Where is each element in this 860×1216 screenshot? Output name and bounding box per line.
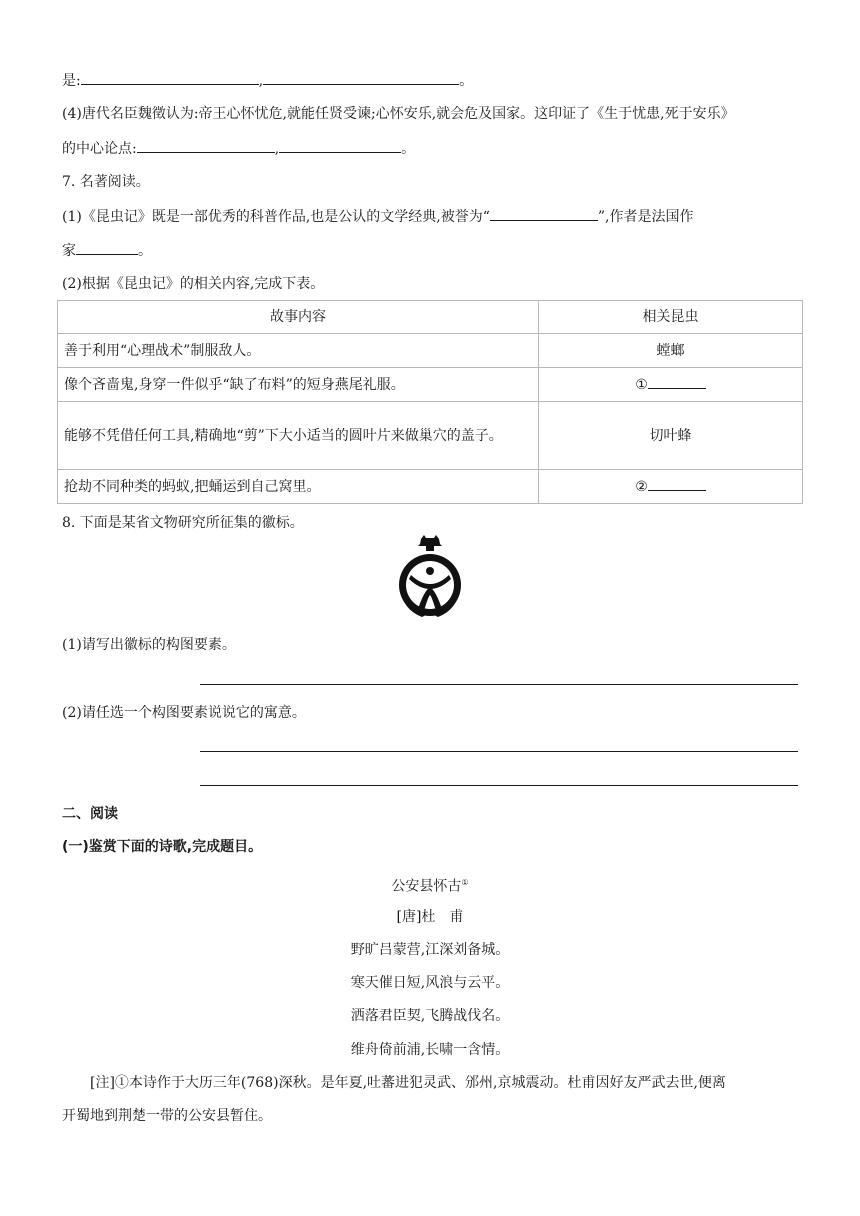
insect-cell: 切叶蜂 bbox=[539, 402, 803, 470]
q7-item2: (2)根据《昆虫记》的相关内容,完成下表。 bbox=[62, 276, 325, 292]
table-row bbox=[58, 470, 803, 504]
poem-line: 洒落君臣契,飞腾战伐名。 bbox=[350, 1008, 510, 1024]
answer-blank[interactable] bbox=[137, 138, 275, 153]
story-cell: 像个吝啬鬼,身穿一件似乎“缺了布料”的短身燕尾礼服。 bbox=[58, 368, 539, 402]
q6-item4-line2: 的中心论点: , 。 bbox=[62, 138, 415, 159]
insect-table bbox=[57, 300, 803, 504]
table-row bbox=[58, 334, 803, 368]
poem-title: 公安县怀古① bbox=[391, 878, 469, 895]
story-cell: 能够不凭借任何工具,精确地“剪”下大小适当的圆叶片来做巢穴的盖子。 bbox=[58, 402, 539, 470]
q7-item1-line2: 家 。 bbox=[62, 240, 152, 261]
poem-line: 寒天催日短,风浪与云平。 bbox=[350, 975, 510, 991]
story-cell: 善于利用“心理战术”制服敌人。 bbox=[58, 334, 539, 368]
insect-cell: ① bbox=[539, 368, 803, 402]
poem-note-line2: 开蜀地到荆楚一带的公安县暂住。 bbox=[62, 1108, 272, 1124]
q7-title: 7. 名著阅读。 bbox=[62, 174, 150, 190]
header-story: 故事内容 bbox=[58, 301, 539, 334]
insect-cell: ② bbox=[539, 470, 803, 504]
q7-item1-line1: (1)《昆虫记》既是一部优秀的科普作品,也是公认的文学经典,被誉为“ ”,作者是法国作 bbox=[62, 206, 694, 227]
poem-line: 维舟倚前浦,长啸一含情。 bbox=[350, 1042, 510, 1058]
insect-cell: 螳螂 bbox=[539, 334, 803, 368]
answer-blank[interactable] bbox=[648, 476, 706, 491]
table-row bbox=[58, 368, 803, 402]
q8-item2: (2)请任选一个构图要素说说它的寓意。 bbox=[62, 705, 306, 721]
q8-title: 8. 下面是某省文物研究所征集的徽标。 bbox=[62, 515, 304, 531]
answer-blank[interactable] bbox=[490, 206, 598, 221]
section-subtitle: (一)鉴赏下面的诗歌,完成题目。 bbox=[62, 839, 263, 855]
poem-author: [唐]杜 甫 bbox=[396, 909, 464, 925]
poem-note-line1: [注]①本诗作于大历三年(768)深秋。是年夏,吐蕃进犯灵武、邠州,京城震动。杜甫因好友严武去世,便离 bbox=[90, 1075, 726, 1091]
answer-blank[interactable] bbox=[648, 374, 706, 389]
section-title: 二、阅读 bbox=[62, 806, 118, 822]
poem-line: 野旷吕蒙营,江深刘备城。 bbox=[350, 942, 510, 958]
answer-blank[interactable] bbox=[263, 70, 459, 85]
answer-blank[interactable] bbox=[279, 138, 401, 153]
answer-blank[interactable] bbox=[81, 70, 259, 85]
story-cell: 抢劫不同种类的蚂蚁,把蛹运到自己窝里。 bbox=[58, 470, 539, 504]
q6-line-blanks: 是: , 。 bbox=[62, 70, 473, 91]
answer-blank[interactable] bbox=[76, 240, 138, 255]
q8-item1: (1)请写出徽标的构图要素。 bbox=[62, 637, 236, 653]
emblem-logo bbox=[396, 535, 464, 621]
table-header-row bbox=[58, 301, 803, 334]
answer-line[interactable] bbox=[200, 684, 798, 685]
q6-item4-line1: (4)唐代名臣魏徵认为:帝王心怀忧危,就能任贤受谏;心怀安乐,就会危及国家。这印证了《生于忧患,死于安乐》 bbox=[62, 106, 735, 122]
answer-line[interactable] bbox=[200, 785, 798, 786]
header-insect: 相关昆虫 bbox=[539, 301, 803, 334]
answer-line[interactable] bbox=[200, 751, 798, 752]
footnote-mark: ① bbox=[461, 878, 469, 887]
table-row bbox=[58, 402, 803, 470]
